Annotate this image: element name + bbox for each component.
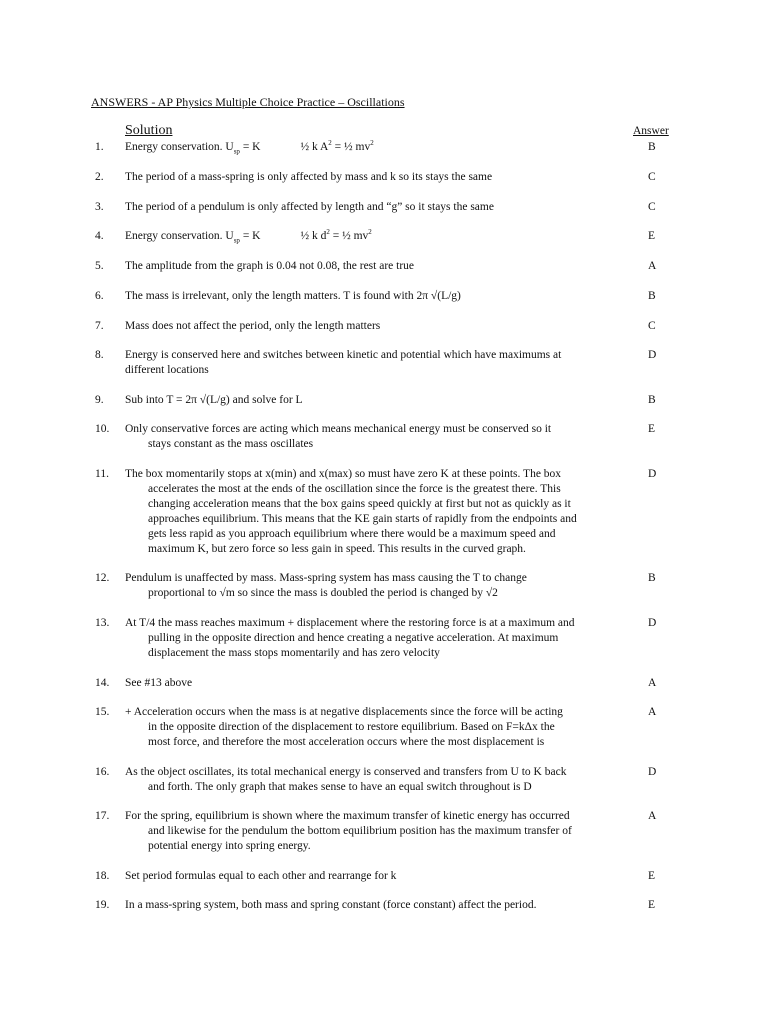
- item-solution: [125, 898, 620, 913]
- solution-line: At T/4 the mass reaches maximum + displacement where the restoring force is at a maximum and: [125, 617, 575, 629]
- solution-line: potential energy into spring energy.: [148, 840, 311, 852]
- item-answer: D: [648, 766, 657, 778]
- solution-line: For the spring, equilibrium is shown where the maximum transfer of kinetic energy has occurred: [125, 810, 570, 822]
- item-number: 7.: [95, 320, 104, 332]
- item-number: 16.: [95, 766, 110, 778]
- solution-line: approaches equilibrium. This means that the KE gain starts of rapidly from the endpoints and: [148, 513, 577, 525]
- solution-line: most force, and therefore the most acceleration occurs where the most displacement is: [148, 736, 545, 748]
- solution-line: The period of a pendulum is only affected by length and “g” so it stays the same: [125, 201, 494, 213]
- solution-line: different locations: [125, 364, 209, 376]
- item-answer: D: [648, 617, 657, 629]
- item-answer: B: [648, 394, 656, 406]
- item-answer: C: [648, 171, 656, 183]
- item-number: 4.: [95, 230, 104, 242]
- item-number: 15.: [95, 706, 110, 718]
- item-number: 18.: [95, 870, 110, 882]
- item-number: 8.: [95, 349, 104, 361]
- item-solution: [125, 422, 620, 452]
- item-answer: E: [648, 899, 656, 911]
- item-solution: [125, 289, 620, 304]
- item-solution: [125, 869, 620, 884]
- item-answer: E: [648, 230, 656, 242]
- item-number: 19.: [95, 899, 110, 911]
- item-number: 13.: [95, 617, 110, 629]
- answer-column-header: Answer: [633, 125, 669, 137]
- solution-line: gets less rapid as you approach equilibrium where there would be a maximum speed and: [148, 528, 556, 540]
- item-answer: A: [648, 706, 657, 718]
- page-title: ANSWERS - AP Physics Multiple Choice Practice – Oscillations: [91, 95, 405, 109]
- solution-line: Only conservative forces are acting which means mechanical energy must be conserved so it: [125, 423, 552, 435]
- item-number: 3.: [95, 201, 104, 213]
- item-number: 9.: [95, 394, 104, 406]
- item-answer: E: [648, 423, 656, 435]
- solution-line: Energy conservation. $U_{sp} = K$ ½ k $d^2$ = ½ $mv^2$: [125, 228, 372, 245]
- solution-line: Pendulum is unaffected by mass. Mass-spring system has mass causing the T to change: [125, 572, 527, 584]
- solution-line: + Acceleration occurs when the mass is at negative displacements since the force will be acting: [125, 706, 563, 718]
- item-solution: [125, 229, 620, 244]
- solution-line: pulling in the opposite direction and hence creating a negative acceleration. At maximum: [148, 632, 559, 644]
- solution-line: As the object oscillates, its total mechanical energy is conserved and transfers from U to K back: [125, 766, 567, 778]
- item-solution: [125, 705, 620, 750]
- item-number: 17.: [95, 810, 110, 822]
- solution-line: The box momentarily stops at x(min) and x(max) so must have zero K at these points. The box: [125, 468, 562, 480]
- item-solution: [125, 765, 620, 795]
- item-answer: C: [648, 201, 656, 213]
- item-answer: D: [648, 349, 657, 361]
- solution-line: Energy conservation. $U_{sp} = K$ ½ k $A^2$ = ½ $mv^2$: [125, 139, 374, 156]
- item-solution: [125, 809, 620, 854]
- solution-line: The period of a mass-spring is only affected by mass and k so its stays the same: [125, 171, 493, 183]
- solution-line: proportional to √m so since the mass is doubled the period is changed by √2: [148, 587, 498, 599]
- solution-line: Set period formulas equal to each other and rearrange for k: [125, 870, 397, 882]
- item-answer: A: [648, 677, 657, 689]
- solution-line: changing acceleration means that the box gains speed quickly at first but not as quickly as it: [148, 498, 571, 510]
- item-number: 10.: [95, 423, 110, 435]
- item-solution: [125, 616, 620, 661]
- solution-line: and forth. The only graph that makes sense to have an equal switch throughout is D: [148, 781, 532, 793]
- item-number: 6.: [95, 290, 104, 302]
- solution-line: stays constant as the mass oscillates: [148, 438, 314, 450]
- solution-column-header: Solution: [125, 123, 173, 138]
- solution-line: in the opposite direction of the displacement to restore equilibrium. Based on F=kΔx the: [148, 721, 555, 733]
- item-answer: C: [648, 320, 656, 332]
- solution-line: In a mass-spring system, both mass and spring constant (force constant) affect the period.: [125, 899, 537, 911]
- item-answer: E: [648, 870, 656, 882]
- solution-line: The mass is irrelevant, only the length matters. T is found with 2π √(L/g): [125, 290, 461, 302]
- item-solution: [125, 140, 620, 155]
- solution-line: and likewise for the pendulum the bottom equilibrium position has the maximum transfer of: [148, 825, 572, 837]
- solution-line: Sub into T = 2π √(L/g) and solve for L: [125, 394, 303, 406]
- item-number: 14.: [95, 677, 110, 689]
- item-answer: B: [648, 572, 656, 584]
- item-solution: [125, 259, 620, 274]
- item-number: 1.: [95, 141, 104, 153]
- item-answer: D: [648, 468, 657, 480]
- item-number: 5.: [95, 260, 104, 272]
- solution-line: accelerates the most at the ends of the oscillation since the force is the greatest there. This: [148, 483, 561, 495]
- item-number: 2.: [95, 171, 104, 183]
- item-solution: [125, 348, 620, 378]
- solution-line: displacement the mass stops momentarily and has zero velocity: [148, 647, 440, 659]
- solution-line: The amplitude from the graph is 0.04 not 0.08, the rest are true: [125, 260, 415, 272]
- item-answer: A: [648, 260, 657, 272]
- item-answer: A: [648, 810, 657, 822]
- item-solution: [125, 676, 620, 691]
- item-solution: [125, 170, 620, 185]
- item-solution: [125, 393, 620, 408]
- item-solution: [125, 200, 620, 215]
- solution-line: maximum K, but zero force so less gain in speed. This results in the curved graph.: [148, 543, 526, 555]
- item-solution: [125, 571, 620, 601]
- solution-line: Mass does not affect the period, only the length matters: [125, 320, 381, 332]
- item-answer: B: [648, 141, 656, 153]
- item-number: 12.: [95, 572, 110, 584]
- item-solution: [125, 467, 620, 557]
- item-solution: [125, 319, 620, 334]
- solution-line: Energy is conserved here and switches between kinetic and potential which have maximums at: [125, 349, 562, 361]
- item-answer: B: [648, 290, 656, 302]
- solution-line: See #13 above: [125, 677, 193, 689]
- item-number: 11.: [95, 468, 109, 480]
